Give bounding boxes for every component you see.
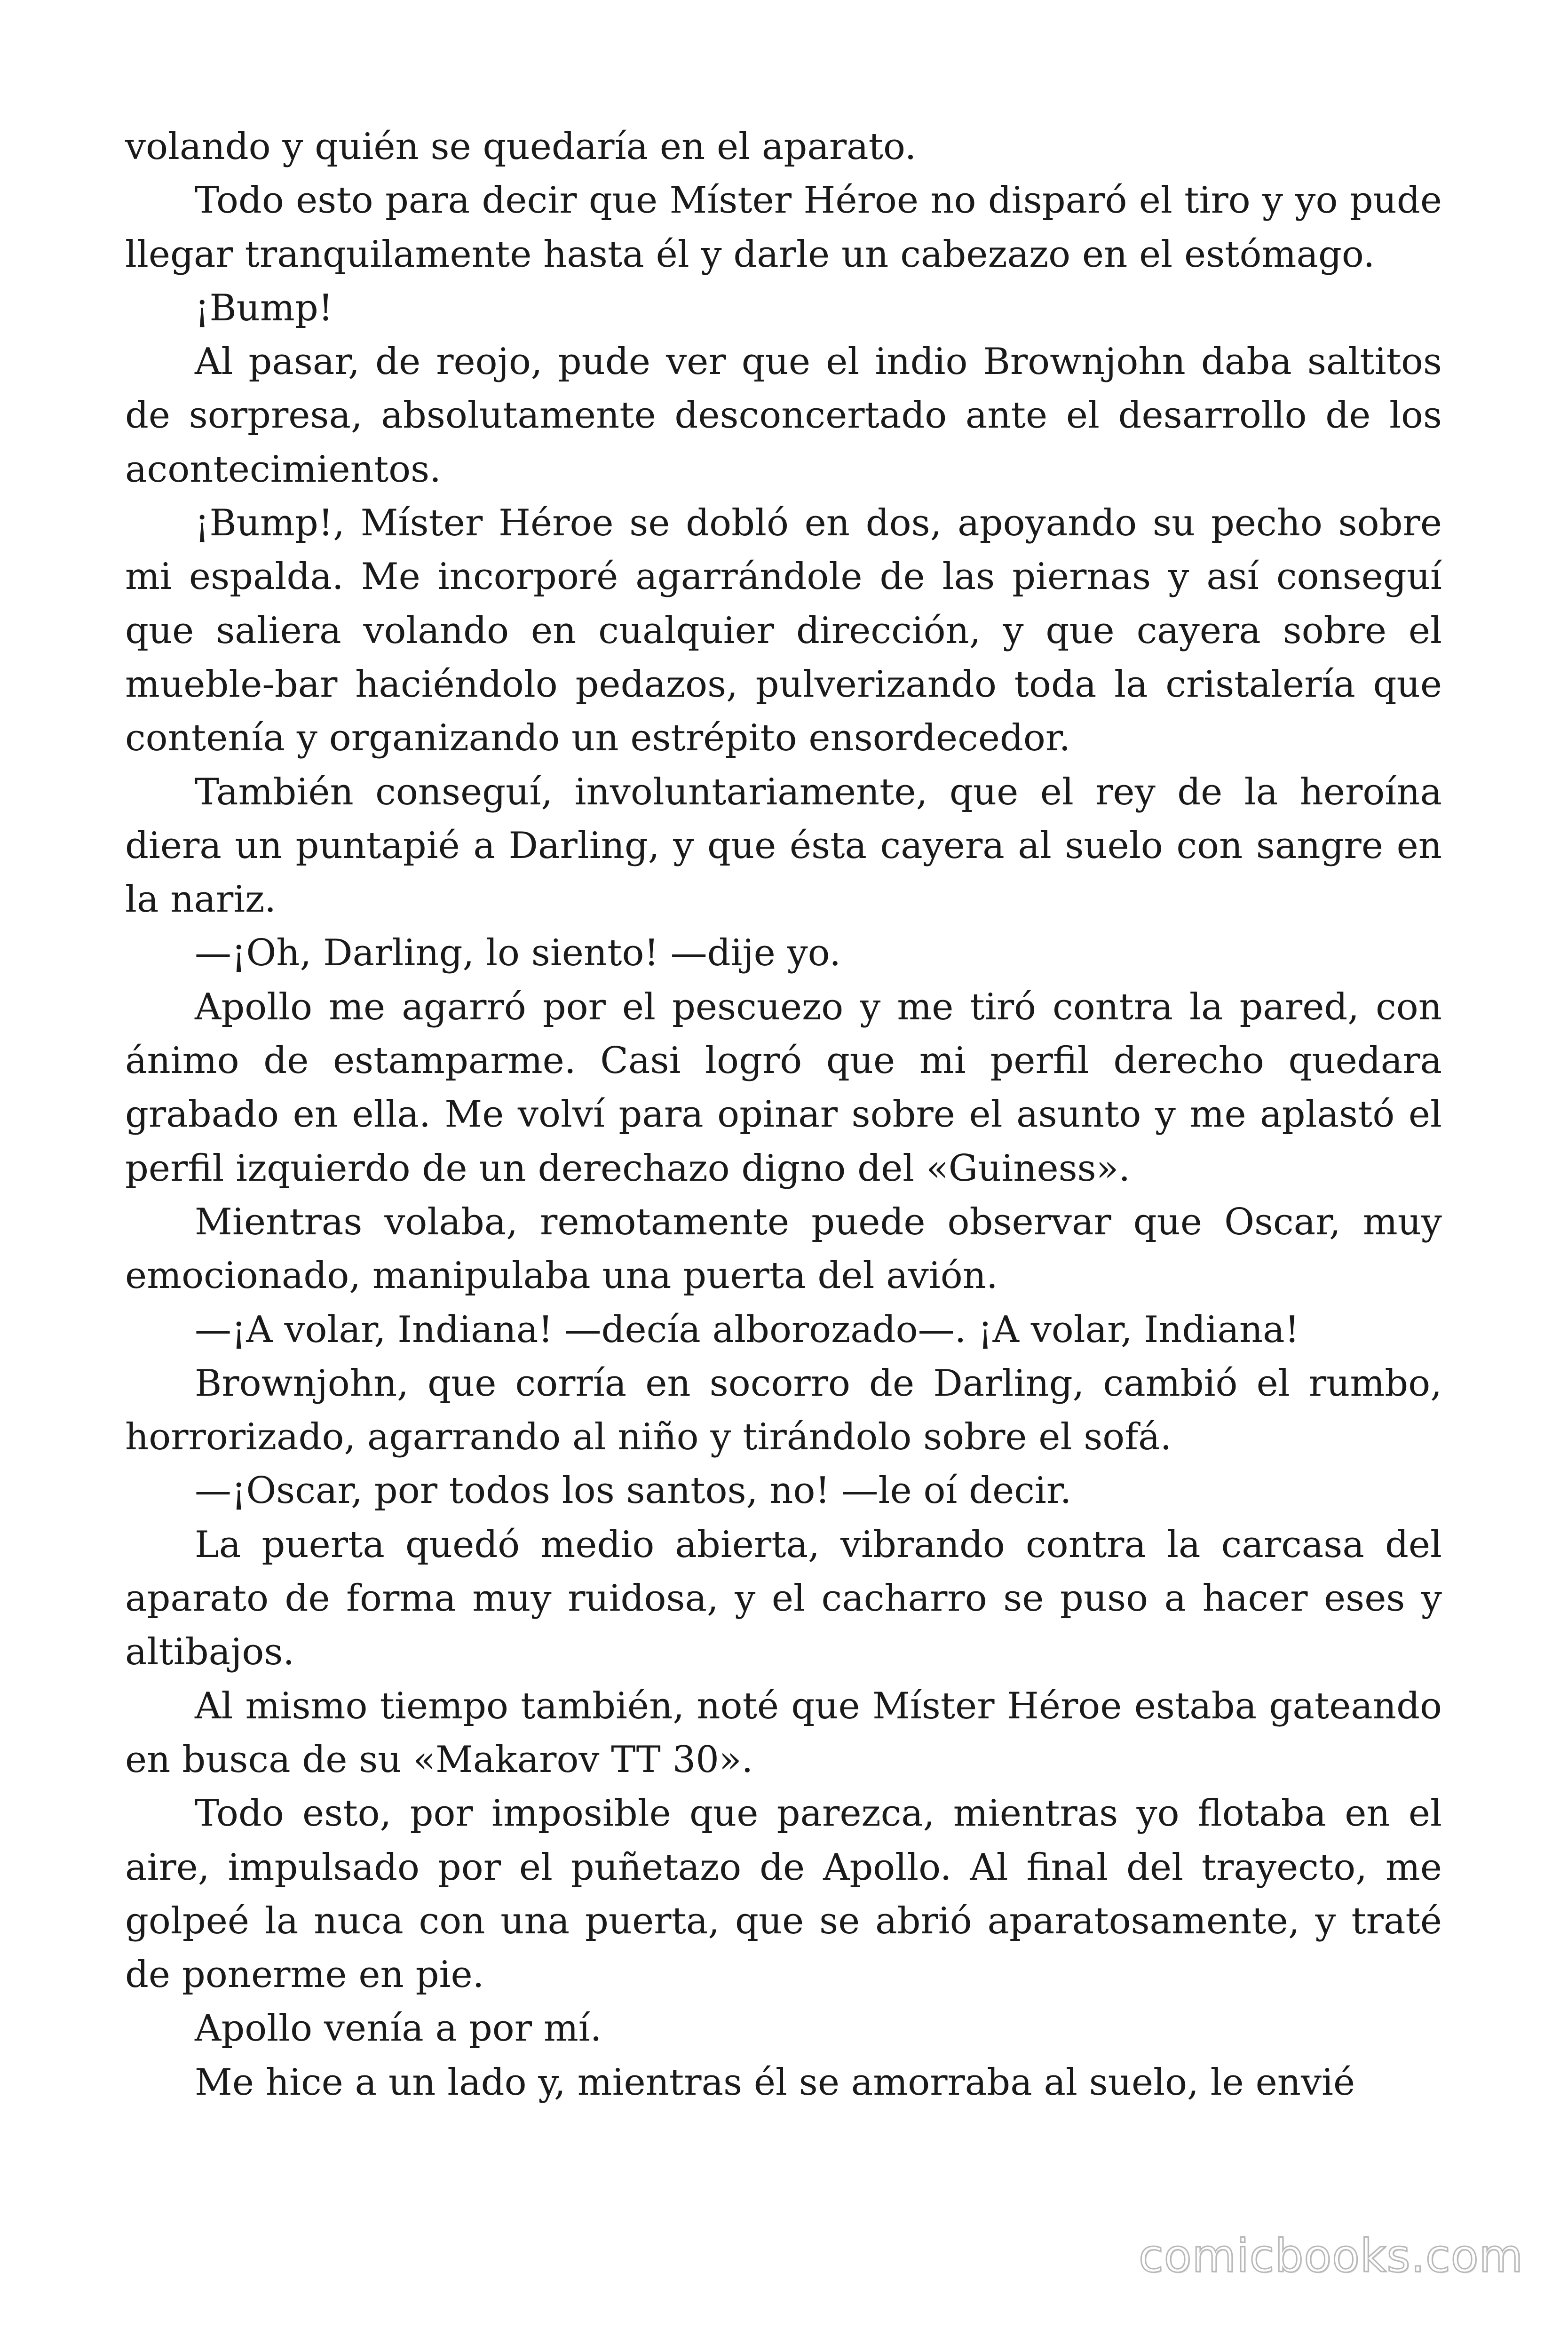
paragraph: Al pasar, de reojo, pude ver que el indio Brownjohn daba saltitos de sorpresa, absolutamente desconcertado ante el desarrollo de los acontecimientos.	[125, 341, 1442, 491]
paragraph: También conseguí, involuntariamente, que el rey de la heroína diera un puntapié a Darling, y que ésta cayera al suelo con sangre en la nariz.	[125, 771, 1442, 921]
watermark-logo: comicbooks.com	[1138, 2230, 1523, 2282]
dialogue-paragraph: —¡A volar, Indiana! —decía alborozado—. ¡A volar, Indiana!	[195, 1308, 1299, 1351]
paragraph: Todo esto, por imposible que parezca, mientras yo flotaba en el aire, impulsado por el puñetazo de Apollo. Al final del trayecto, me golpeé la nuca con una puerta, que se abrió aparatosamente, y traté de ponerme en pie.	[125, 1792, 1442, 1996]
paragraph: ¡Bump!	[195, 286, 333, 329]
paragraph: Me hice a un lado y, mientras él se amorraba al suelo, le envié	[195, 2061, 1355, 2104]
paragraph: Brownjohn, que corría en socorro de Darling, cambió el rumbo, horrorizado, agarrando al niño y tirándolo sobre el sofá.	[125, 1362, 1442, 1459]
body-text	[125, 120, 1442, 2109]
paragraph: Apollo me agarró por el pescuezo y me tiró contra la pared, con ánimo de estamparme. Casi logró que mi perfil derecho quedara grabado en ella. Me volví para opinar sobre el asunto y me aplastó el perfil izquierdo de un derechazo digno del «Guiness».	[125, 985, 1442, 1190]
paragraph-continuation: volando y quién se quedaría en el aparato.	[125, 126, 917, 168]
paragraph: ¡Bump!, Míster Héroe se dobló en dos, apoyando su pecho sobre mi espalda. Me incorporé agarrándole de las piernas y así conseguí que saliera volando en cualquier dirección, y que cayera sobre el mueble-bar haciéndolo pedazos, pulverizando toda la cristalería que contenía y organizando un estrépito ensordecedor.	[125, 502, 1442, 760]
paragraph: Todo esto para decir que Míster Héroe no disparó el tiro y yo pude llegar tranquilamente hasta él y darle un cabezazo en el estómago.	[125, 179, 1442, 276]
dialogue-paragraph: —¡Oscar, por todos los santos, no! —le oí decir.	[195, 1470, 1072, 1512]
dialogue-paragraph: —¡Oh, Darling, lo siento! —dije yo.	[195, 932, 841, 975]
paragraph: Mientras volaba, remotamente puede observar que Oscar, muy emocionado, manipulaba una puerta del avión.	[125, 1200, 1442, 1297]
paragraph: Apollo venía a por mí.	[195, 2007, 602, 2050]
paragraph: Al mismo tiempo también, noté que Míster Héroe estaba gateando en busca de su «Makarov TT 30».	[125, 1685, 1442, 1781]
paragraph: La puerta quedó medio abierta, vibrando contra la carcasa del aparato de forma muy ruidosa, y el cacharro se puso a hacer eses y altibajos.	[125, 1523, 1442, 1674]
